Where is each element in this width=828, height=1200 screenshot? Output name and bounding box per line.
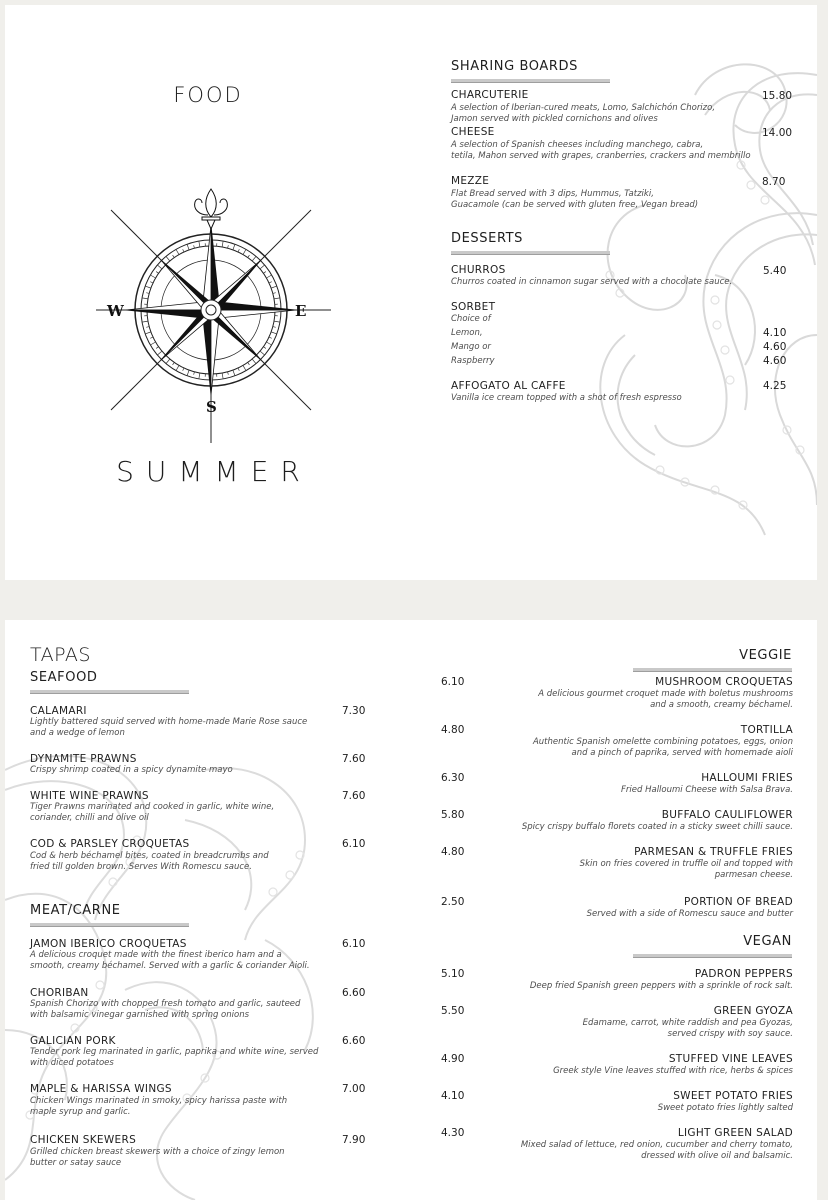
menu-item-description: Chicken Wings marinated in smoky, spicy harissa paste with bbox=[30, 1096, 288, 1106]
menu-item-name: PORTION OF BREAD bbox=[684, 896, 793, 908]
menu-item-description: Choice of bbox=[451, 314, 491, 324]
sharing-boards-heading: SHARING BOARDS bbox=[451, 59, 578, 74]
menu-item-price: 6.10 bbox=[342, 838, 366, 850]
menu-item-description: and a pinch of paprika, served with homemade aioli bbox=[571, 748, 793, 758]
menu-item-description: Served with a side of Romescu sauce and butter bbox=[586, 909, 793, 919]
compass-east-letter: E bbox=[295, 302, 307, 320]
compass-tick bbox=[142, 321, 148, 322]
compass-tick bbox=[150, 275, 155, 278]
compass-tick bbox=[156, 272, 158, 274]
summer-title: SUMMER bbox=[116, 455, 312, 488]
food-menu-page bbox=[5, 5, 817, 580]
compass-tick bbox=[146, 293, 149, 294]
compass-tick bbox=[228, 245, 229, 248]
menu-item-price: 4.10 bbox=[441, 1090, 465, 1102]
compass-tick bbox=[260, 351, 265, 355]
sorbet-option-label: Lemon, bbox=[451, 328, 483, 338]
section-divider bbox=[30, 923, 189, 927]
menu-item-name: BUFFALO CAULIFLOWER bbox=[661, 809, 793, 821]
compass-tick bbox=[166, 359, 170, 364]
menu-item-description: Cod & herb béchamel bites, coated in breadcrumbs and bbox=[30, 851, 269, 861]
compass-tick bbox=[183, 249, 184, 252]
menu-item-price: 5.10 bbox=[441, 968, 465, 980]
menu-item-name: CHICKEN SKEWERS bbox=[30, 1134, 137, 1146]
compass-tick bbox=[157, 351, 162, 355]
compass-tick bbox=[194, 245, 195, 248]
menu-item-description: Crispy shrimp coated in a spicy dynamite mayo bbox=[30, 765, 233, 775]
menu-item-price: 14.00 bbox=[762, 127, 793, 139]
menu-item-description: A selection of Spanish cheeses including manchego, cabra, bbox=[451, 140, 704, 150]
sorbet-option-label: Raspberry bbox=[451, 356, 495, 366]
menu-item-description: Deep fried Spanish green peppers with a sprinkle of rock salt. bbox=[529, 981, 793, 991]
menu-item-description: Edamame, carrot, white raddish and pea Gyozas, bbox=[582, 1018, 793, 1028]
compass-tick bbox=[260, 265, 265, 269]
compass-tick bbox=[176, 249, 179, 254]
compass-west-letter: W bbox=[107, 302, 124, 320]
compass-tick bbox=[222, 241, 223, 247]
menu-item-price: 4.30 bbox=[441, 1127, 465, 1139]
menu-item-name: GREEN GYOZA bbox=[713, 1005, 793, 1017]
menu-item-description: Sweet potato fries lightly salted bbox=[657, 1103, 793, 1113]
compass-tick bbox=[194, 372, 195, 375]
menu-item-description: butter or satay sauce bbox=[30, 1158, 122, 1168]
compass-tick bbox=[228, 372, 229, 375]
tapas-title: TAPAS bbox=[30, 644, 91, 666]
menu-item-name: CHURROS bbox=[451, 264, 506, 276]
menu-item-name: MAPLE & HARISSA WINGS bbox=[30, 1083, 172, 1095]
menu-item-description: A selection of Iberian-cured meats, Lomo, Salchichón Chorizo, bbox=[451, 103, 716, 113]
menu-item-price: 6.30 bbox=[441, 772, 465, 784]
menu-item-name: SORBET bbox=[451, 301, 496, 313]
menu-item-description: with diced potatoes bbox=[30, 1058, 114, 1068]
compass-tick bbox=[199, 373, 200, 379]
menu-item-name: STUFFED VINE LEAVES bbox=[668, 1053, 793, 1065]
menu-item-name: GALICIAN PORK bbox=[30, 1035, 116, 1047]
menu-item-description: with balsamic vinegar garnished with spring onions bbox=[30, 1010, 250, 1020]
compass-tick bbox=[238, 368, 239, 371]
compass-tick bbox=[187, 370, 189, 376]
compass-tick bbox=[266, 342, 271, 345]
compass-tick bbox=[145, 332, 151, 334]
menu-item-description: parmesan cheese. bbox=[714, 870, 793, 880]
menu-item-description: tetila, Mahon served with grapes, cranberries, crackers and membrillo bbox=[451, 151, 751, 161]
menu-item-price: 15.80 bbox=[762, 90, 793, 102]
menu-item-name: PADRON PEPPERS bbox=[694, 968, 793, 980]
menu-item-name: DYNAMITE PRAWNS bbox=[30, 753, 137, 765]
menu-item-description: A delicious gourmet croquet made with boletus mushrooms bbox=[538, 689, 793, 699]
menu-item-price: 5.40 bbox=[763, 265, 787, 277]
menu-item-description: Lightly battered squid served with home-made Marie Rose sauce bbox=[30, 717, 308, 727]
menu-item-description: maple syrup and garlic. bbox=[30, 1107, 131, 1117]
compass-tick bbox=[142, 298, 148, 299]
menu-item-name: CALAMARI bbox=[30, 705, 87, 717]
desserts-heading: DESSERTS bbox=[451, 231, 524, 246]
compass-tick bbox=[150, 337, 153, 338]
menu-item-name: LIGHT GREEN SALAD bbox=[677, 1127, 793, 1139]
menu-item-name: CHEESE bbox=[451, 126, 495, 138]
menu-item-description: Tender pork leg marinated in garlic, paprika and white wine, served bbox=[30, 1047, 319, 1057]
section-divider bbox=[451, 79, 610, 83]
compass-tick bbox=[263, 272, 265, 274]
compass-tick bbox=[199, 241, 200, 247]
compass-south-letter: S bbox=[206, 398, 217, 416]
compass-tick bbox=[173, 362, 175, 364]
menu-item-price: 4.80 bbox=[441, 846, 465, 858]
compass-tick bbox=[176, 365, 179, 370]
menu-item-name: JAMON IBERICO CROQUETAS bbox=[30, 938, 187, 950]
menu-item-name: CHORIBAN bbox=[30, 987, 89, 999]
menu-item-price: 6.10 bbox=[441, 676, 465, 688]
menu-item-price: 5.50 bbox=[441, 1005, 465, 1017]
menu-item-description: Vanilla ice cream topped with a shot of fresh espresso bbox=[451, 393, 682, 403]
menu-item-price: 4.25 bbox=[763, 380, 787, 392]
menu-item-description: coriander, chilli and olive oil bbox=[30, 813, 149, 823]
compass-tick bbox=[271, 332, 277, 334]
compass-tick bbox=[183, 368, 184, 371]
menu-item-name: SWEET POTATO FRIES bbox=[673, 1090, 793, 1102]
menu-item-name: MUSHROOM CROQUETAS bbox=[655, 676, 793, 688]
compass-tick bbox=[271, 286, 277, 288]
compass-tick bbox=[145, 286, 151, 288]
compass-tick bbox=[166, 256, 170, 261]
compass-rose-icon bbox=[91, 185, 331, 450]
menu-item-price: 6.60 bbox=[342, 987, 366, 999]
compass-tick bbox=[157, 265, 162, 269]
menu-item-description: smooth, creamy béchamel. Served with a garlic & coriander Aioli. bbox=[30, 961, 310, 971]
menu-item-price: 6.10 bbox=[342, 938, 366, 950]
compass-tick bbox=[274, 298, 280, 299]
menu-item-description: Mixed salad of lettuce, red onion, cucumber and cherry tomato, bbox=[520, 1140, 793, 1150]
menu-item-description: Grilled chicken breast skewers with a choice of zingy lemon bbox=[30, 1147, 285, 1157]
compass-tick bbox=[263, 347, 265, 349]
menu-item-price: 6.60 bbox=[342, 1035, 366, 1047]
menu-item-price: 7.00 bbox=[342, 1083, 366, 1095]
menu-item-price: 4.90 bbox=[441, 1053, 465, 1065]
menu-item-name: HALLOUMI FRIES bbox=[701, 772, 793, 784]
menu-item-description: Authentic Spanish omelette combining potatoes, eggs, onion bbox=[532, 737, 793, 747]
compass-tick bbox=[269, 337, 272, 338]
menu-item-description: Fried Halloumi Cheese with Salsa Brava. bbox=[621, 785, 793, 795]
compass-tick bbox=[233, 370, 235, 376]
menu-item-name: TORTILLA bbox=[740, 724, 793, 736]
compass-tick bbox=[248, 362, 250, 364]
compass-tick bbox=[248, 255, 250, 257]
compass-tick bbox=[273, 327, 276, 328]
compass-tick bbox=[150, 342, 155, 345]
sorbet-option-price: 4.60 bbox=[763, 355, 787, 367]
compass-tick bbox=[150, 282, 153, 283]
menu-item-price: 7.60 bbox=[342, 753, 366, 765]
menu-item-name: AFFOGATO AL CAFFE bbox=[451, 380, 566, 392]
compass-tick bbox=[266, 275, 271, 278]
compass-tick bbox=[173, 255, 175, 257]
compass-tick bbox=[243, 365, 246, 370]
veggie-heading: VEGGIE bbox=[739, 648, 792, 663]
section-divider bbox=[451, 251, 610, 255]
menu-item-name: COD & PARSLEY CROQUETAS bbox=[30, 838, 190, 850]
compass-tick bbox=[273, 293, 276, 294]
menu-item-description: and a wedge of lemon bbox=[30, 728, 125, 738]
food-title: FOOD bbox=[173, 83, 243, 107]
compass-tick bbox=[252, 359, 256, 364]
menu-item-price: 5.80 bbox=[441, 809, 465, 821]
menu-item-description: Greek style Vine leaves stuffed with rice, herbs & spices bbox=[553, 1066, 793, 1076]
menu-item-description: Jamon served with pickled cornichons and olives bbox=[451, 114, 658, 124]
sorbet-option-price: 4.10 bbox=[763, 327, 787, 339]
compass-tick bbox=[222, 373, 223, 379]
compass-tick bbox=[233, 244, 235, 250]
seafood-heading: SEAFOOD bbox=[30, 670, 98, 685]
compass-tick bbox=[187, 244, 189, 250]
section-divider bbox=[633, 668, 792, 672]
menu-item-price: 8.70 bbox=[762, 176, 786, 188]
sorbet-option-price: 4.60 bbox=[763, 341, 787, 353]
menu-item-name: WHITE WINE PRAWNS bbox=[30, 790, 149, 802]
menu-item-description: served crispy with soy sauce. bbox=[667, 1029, 793, 1039]
menu-item-description: Churros coated in cinnamon sugar served with a chocolate sauce. bbox=[451, 277, 733, 287]
menu-item-name: MEZZE bbox=[451, 175, 490, 187]
compass-tick bbox=[274, 321, 280, 322]
menu-item-price: 7.60 bbox=[342, 790, 366, 802]
section-divider bbox=[633, 954, 792, 958]
menu-item-description: Guacamole (can be served with gluten free, Vegan bread) bbox=[451, 200, 699, 210]
compass-tick bbox=[269, 282, 272, 283]
sorbet-option-label: Mango or bbox=[451, 342, 491, 352]
menu-item-description: Skin on fries covered in truffle oil and topped with bbox=[579, 859, 793, 869]
menu-item-price: 7.30 bbox=[342, 705, 366, 717]
menu-item-description: fried till golden brown. Serves With Romescu sauce. bbox=[30, 862, 252, 872]
compass-tick bbox=[238, 249, 239, 252]
menu-item-description: and a smooth, creamy béchamel. bbox=[650, 700, 793, 710]
compass-tick bbox=[252, 256, 256, 261]
menu-item-description: A delicious croquet made with the finest iberico ham and a bbox=[30, 950, 282, 960]
menu-item-description: Flat Bread served with 3 dips, Hummus, Tatziki, bbox=[451, 189, 654, 199]
menu-item-description: dressed with olive oil and balsamic. bbox=[641, 1151, 793, 1161]
vegan-heading: VEGAN bbox=[743, 934, 792, 949]
compass-tick bbox=[243, 249, 246, 254]
compass-tick bbox=[146, 327, 149, 328]
menu-item-price: 4.80 bbox=[441, 724, 465, 736]
compass-tick bbox=[156, 347, 158, 349]
meat-heading: MEAT/CARNE bbox=[30, 903, 121, 918]
menu-item-name: PARMESAN & TRUFFLE FRIES bbox=[634, 846, 793, 858]
section-divider bbox=[30, 690, 189, 694]
menu-item-price: 7.90 bbox=[342, 1134, 366, 1146]
menu-item-description: Spanish Chorizo with chopped fresh tomato and garlic, sauteed bbox=[30, 999, 301, 1009]
tapas-menu-page bbox=[5, 620, 817, 1200]
menu-item-name: CHARCUTERIE bbox=[451, 89, 529, 101]
menu-item-price: 2.50 bbox=[441, 896, 465, 908]
menu-item-description: Tiger Prawns marinated and cooked in garlic, white wine, bbox=[30, 802, 275, 812]
menu-item-description: Spicy crispy buffalo florets coated in a sticky sweet chilli sauce. bbox=[521, 822, 793, 832]
